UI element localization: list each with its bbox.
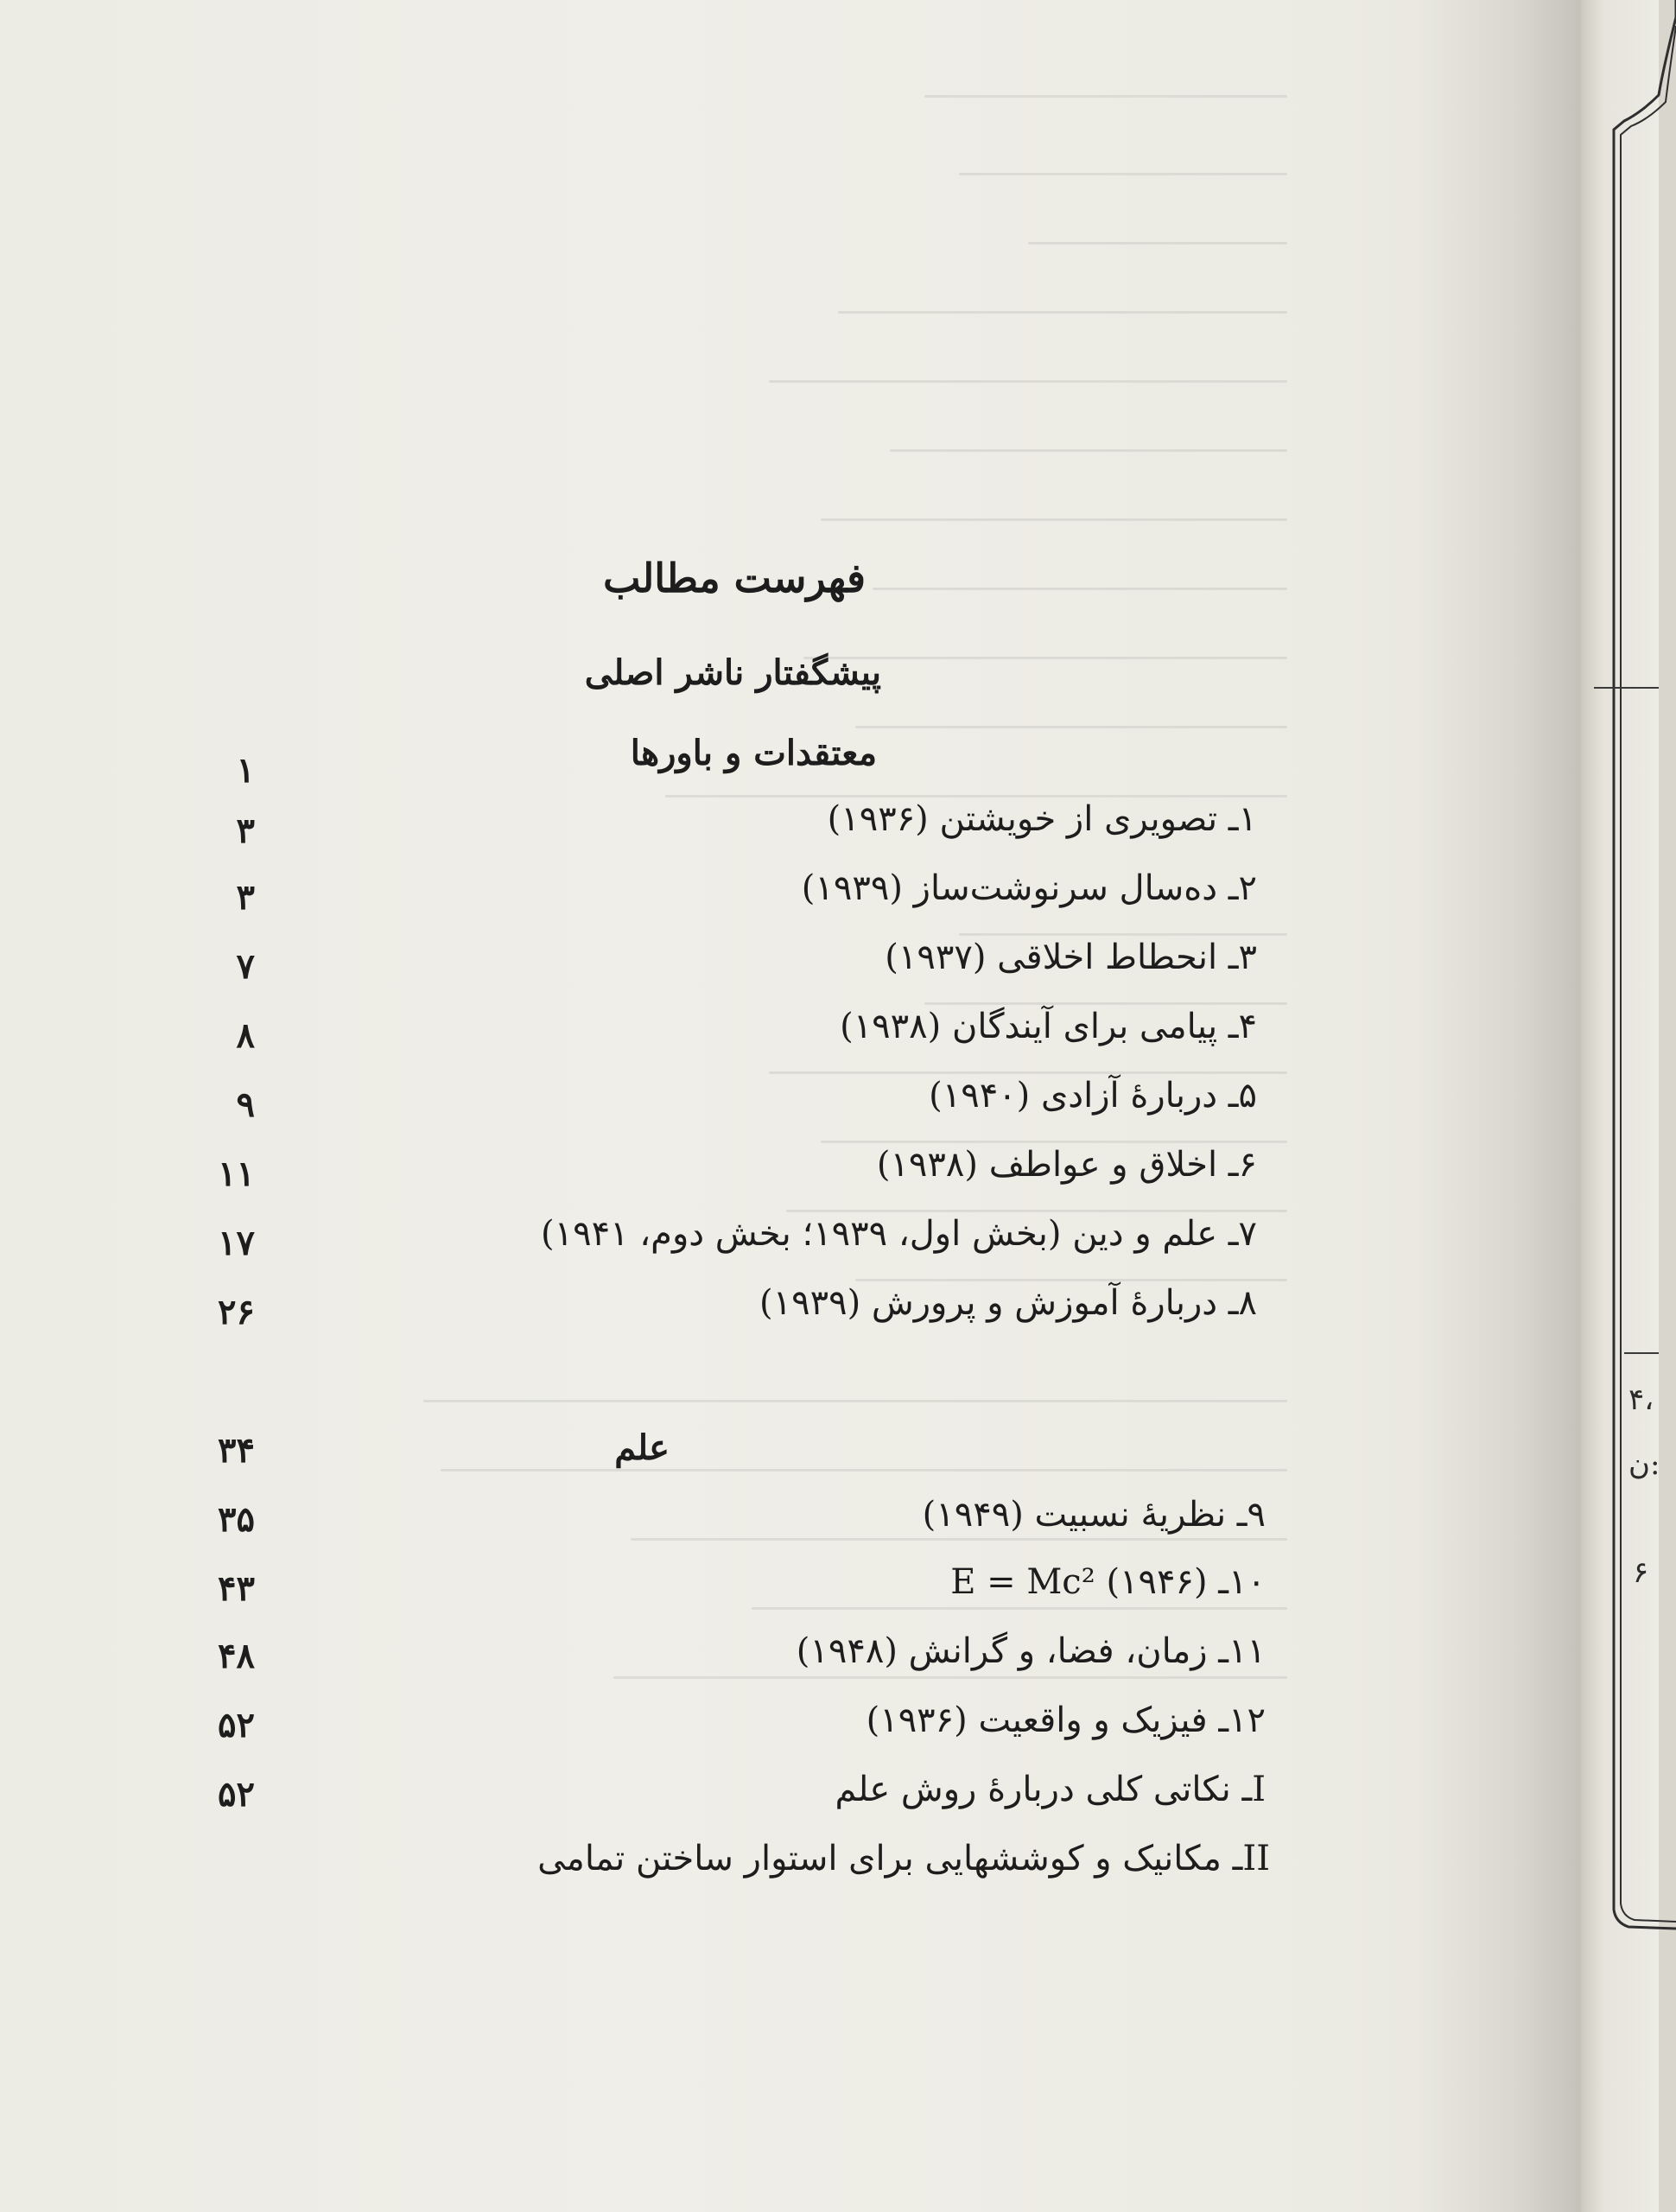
adjacent-page-rule: [1624, 1352, 1659, 1354]
toc-entry-page: ۸: [236, 1015, 255, 1056]
adjacent-page-text: ن:: [1628, 1447, 1660, 1482]
section-beliefs-title: معتقدات و باورها: [630, 733, 877, 773]
toc-entry-page: ۷: [236, 946, 255, 987]
toc-entry-page: ۳: [236, 877, 255, 918]
toc-entry: ۵ـ دربارهٔ آزادی (۱۹۴۰): [929, 1076, 1257, 1116]
section-science-page: ۳۴: [218, 1430, 255, 1471]
toc-entry: ۹ـ نظریهٔ نسبیت (۱۹۴۹): [922, 1495, 1266, 1535]
section-beliefs-page: ۱: [236, 750, 255, 791]
toc-entry: ۳ـ انحطاط اخلاقی (۱۹۳۷): [885, 938, 1257, 977]
toc-entry-page: ۴۳: [218, 1568, 255, 1609]
toc-entry-page: ۴۸: [218, 1636, 255, 1676]
toc-entry: ۸ـ دربارهٔ آموزش و پرورش (۱۹۳۹): [759, 1283, 1257, 1323]
toc-entry: ۱۱ـ زمان، فضا، و گرانش (۱۹۴۸): [796, 1631, 1266, 1671]
toc-entry: ۷ـ علم و دین (بخش اول، ۱۹۳۹؛ بخش دوم، ۱۹۴۱): [541, 1214, 1257, 1254]
adjacent-page-rule: [1594, 687, 1659, 689]
toc-subentry: IIـ مکانیک و کوششهایی برای استوار ساختن تمامی: [537, 1839, 1270, 1878]
toc-entry: ۴ـ پیامی برای آیندگان (۱۹۳۸): [840, 1007, 1257, 1046]
toc-entry-page: ۱۷: [218, 1223, 255, 1263]
toc-entry-page: ۵۲: [218, 1774, 255, 1815]
toc-title: فهرست مطالب: [603, 555, 866, 601]
toc-entry: ۱ـ تصویری از خویشتن (۱۹۳۶): [827, 799, 1257, 839]
toc-entry: ۶ـ اخلاق و عواطف (۱۹۳۸): [876, 1145, 1257, 1185]
toc-entry-page: ۹: [236, 1084, 255, 1125]
adjacent-page-text: ۶: [1633, 1555, 1649, 1590]
adjacent-page-text: ۴،: [1628, 1382, 1654, 1417]
toc-entry: ۱۲ـ فیزیک و واقعیت (۱۹۳۶): [866, 1700, 1266, 1740]
section-science-title: علم: [614, 1427, 670, 1468]
adjacent-page-border: [1607, 0, 1676, 2212]
toc-subentry: Iـ نکاتی کلی دربارهٔ روش علم: [835, 1770, 1266, 1809]
toc-entry: ۲ـ ده‌سال سرنوشت‌ساز (۱۹۳۹): [801, 868, 1257, 908]
toc-entry: ۱۰ـ E = Mc² (۱۹۴۶): [950, 1562, 1266, 1602]
toc-entry-page: ۱۱: [218, 1154, 255, 1194]
toc-entry-page: ۵۲: [218, 1705, 255, 1745]
toc-entry-page: ۳۵: [218, 1499, 255, 1540]
preface-heading: پیشگفتار ناشر اصلی: [584, 652, 881, 693]
toc-entry-page: ۳: [236, 810, 255, 851]
toc-entry-page: ۲۶: [218, 1292, 255, 1332]
